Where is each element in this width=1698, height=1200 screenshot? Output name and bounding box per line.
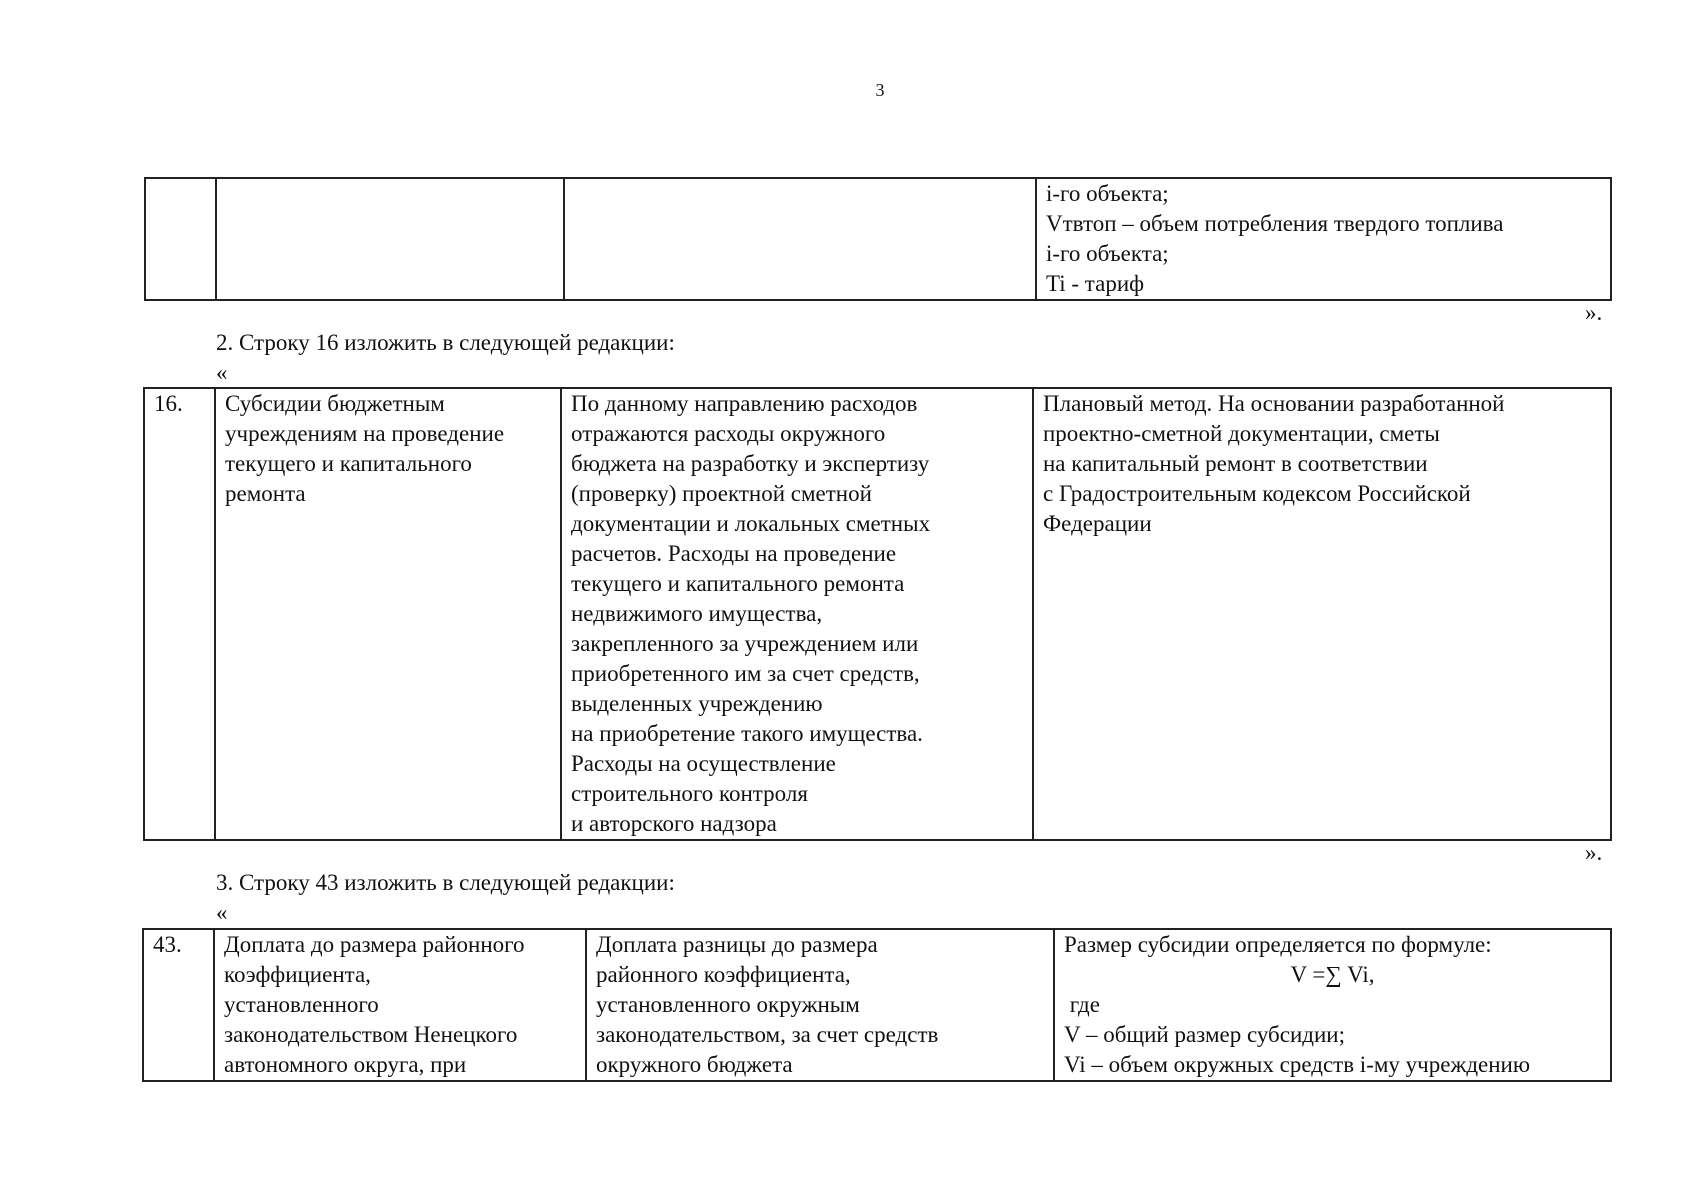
method-line: i-го объекта;: [1046, 181, 1169, 206]
description-line: приобретенного им за счет средств,: [571, 661, 920, 686]
description-line: выделенных учреждению: [571, 691, 823, 716]
method-line: i-го объекта;: [1046, 241, 1169, 266]
table-row-43: [142, 928, 1612, 1082]
name-line: автономного округа, при: [224, 1052, 467, 1077]
table-row-16: [143, 387, 1612, 841]
method-line: где: [1064, 992, 1100, 1017]
cell-name: [214, 929, 586, 1081]
cell-num: [144, 388, 215, 840]
method-line: Плановый метод. На основании разработанной: [1043, 391, 1505, 416]
table-row: [145, 178, 1611, 300]
description-line: окружного бюджета: [596, 1052, 793, 1077]
description-line: документации и локальных сметных: [571, 511, 931, 536]
description-line: Расходы на осуществление: [571, 751, 836, 776]
description-line: районного коэффициента,: [596, 962, 851, 987]
method-line: Размер субсидии определяется по формуле:: [1064, 932, 1492, 957]
opening-quote: «: [216, 360, 228, 385]
description-line: По данному направлению расходов: [571, 391, 918, 416]
method-line: V – общий размер субсидии;: [1064, 1022, 1345, 1047]
cell-num: [143, 929, 214, 1081]
cell-description: [561, 388, 1033, 840]
cell-description: [586, 929, 1054, 1081]
page-number: 3: [875, 80, 885, 100]
cell-method: [1036, 178, 1611, 300]
row-number: 43.: [153, 932, 182, 957]
method-line: Vтвтоп – объем потребления твердого топлива: [1046, 211, 1504, 236]
method-line: на капитальный ремонт в соответствии: [1043, 451, 1428, 476]
row-number: 16.: [154, 391, 183, 416]
table-row: [143, 929, 1611, 1081]
cell-name: [216, 178, 564, 300]
description-line: и авторского надзора: [571, 811, 777, 836]
opening-quote: «: [216, 900, 228, 925]
description-line: строительного контроля: [571, 781, 808, 806]
method-line: Ti - тариф: [1046, 271, 1145, 296]
description-line: бюджета на разработку и экспертизу: [571, 451, 930, 476]
name-line: учреждениям на проведение: [225, 421, 505, 446]
section-heading: 3. Строку 43 изложить в следующей редакции:: [216, 870, 675, 895]
cell-method: [1054, 929, 1611, 1081]
name-line: текущего и капитального: [225, 451, 472, 476]
section-heading: 2. Строку 16 изложить в следующей редакции:: [216, 330, 675, 355]
name-line: законодательством Ненецкого: [224, 1022, 518, 1047]
description-line: недвижимого имущества,: [571, 601, 823, 626]
cell-num: [145, 178, 216, 300]
description-line: установленного окружным: [596, 992, 860, 1017]
table-continuation: [144, 177, 1612, 301]
name-line: Доплата до размера районного: [224, 932, 525, 957]
description-line: отражаются расходы окружного: [571, 421, 886, 446]
description-line: Доплата разницы до размера: [596, 932, 878, 957]
name-line: коэффициента,: [224, 962, 371, 987]
cell-method: [1033, 388, 1611, 840]
description-line: на приобретение такого имущества.: [571, 721, 923, 746]
formula: V =∑ Vi,: [1290, 962, 1375, 987]
name-line: установленного: [224, 992, 379, 1017]
closing-quote: ».: [1585, 300, 1603, 325]
cell-name: [215, 388, 561, 840]
name-line: ремонта: [225, 481, 306, 506]
method-line: с Градостроительным кодексом Российской: [1043, 481, 1471, 506]
description-line: текущего и капитального ремонта: [571, 571, 905, 596]
method-line: Vi – объем окружных средств i-му учреждению: [1064, 1052, 1531, 1077]
description-line: расчетов. Расходы на проведение: [571, 541, 897, 566]
cell-description: [564, 178, 1036, 300]
table-row: [144, 388, 1611, 840]
method-line: проектно-сметной документации, сметы: [1043, 421, 1440, 446]
closing-quote: ».: [1585, 840, 1603, 865]
description-line: закрепленного за учреждением или: [571, 631, 919, 656]
method-line: Федерации: [1043, 511, 1152, 536]
name-line: Субсидии бюджетным: [225, 391, 445, 416]
description-line: законодательством, за счет средств: [596, 1022, 939, 1047]
description-line: (проверку) проектной сметной: [571, 481, 872, 506]
